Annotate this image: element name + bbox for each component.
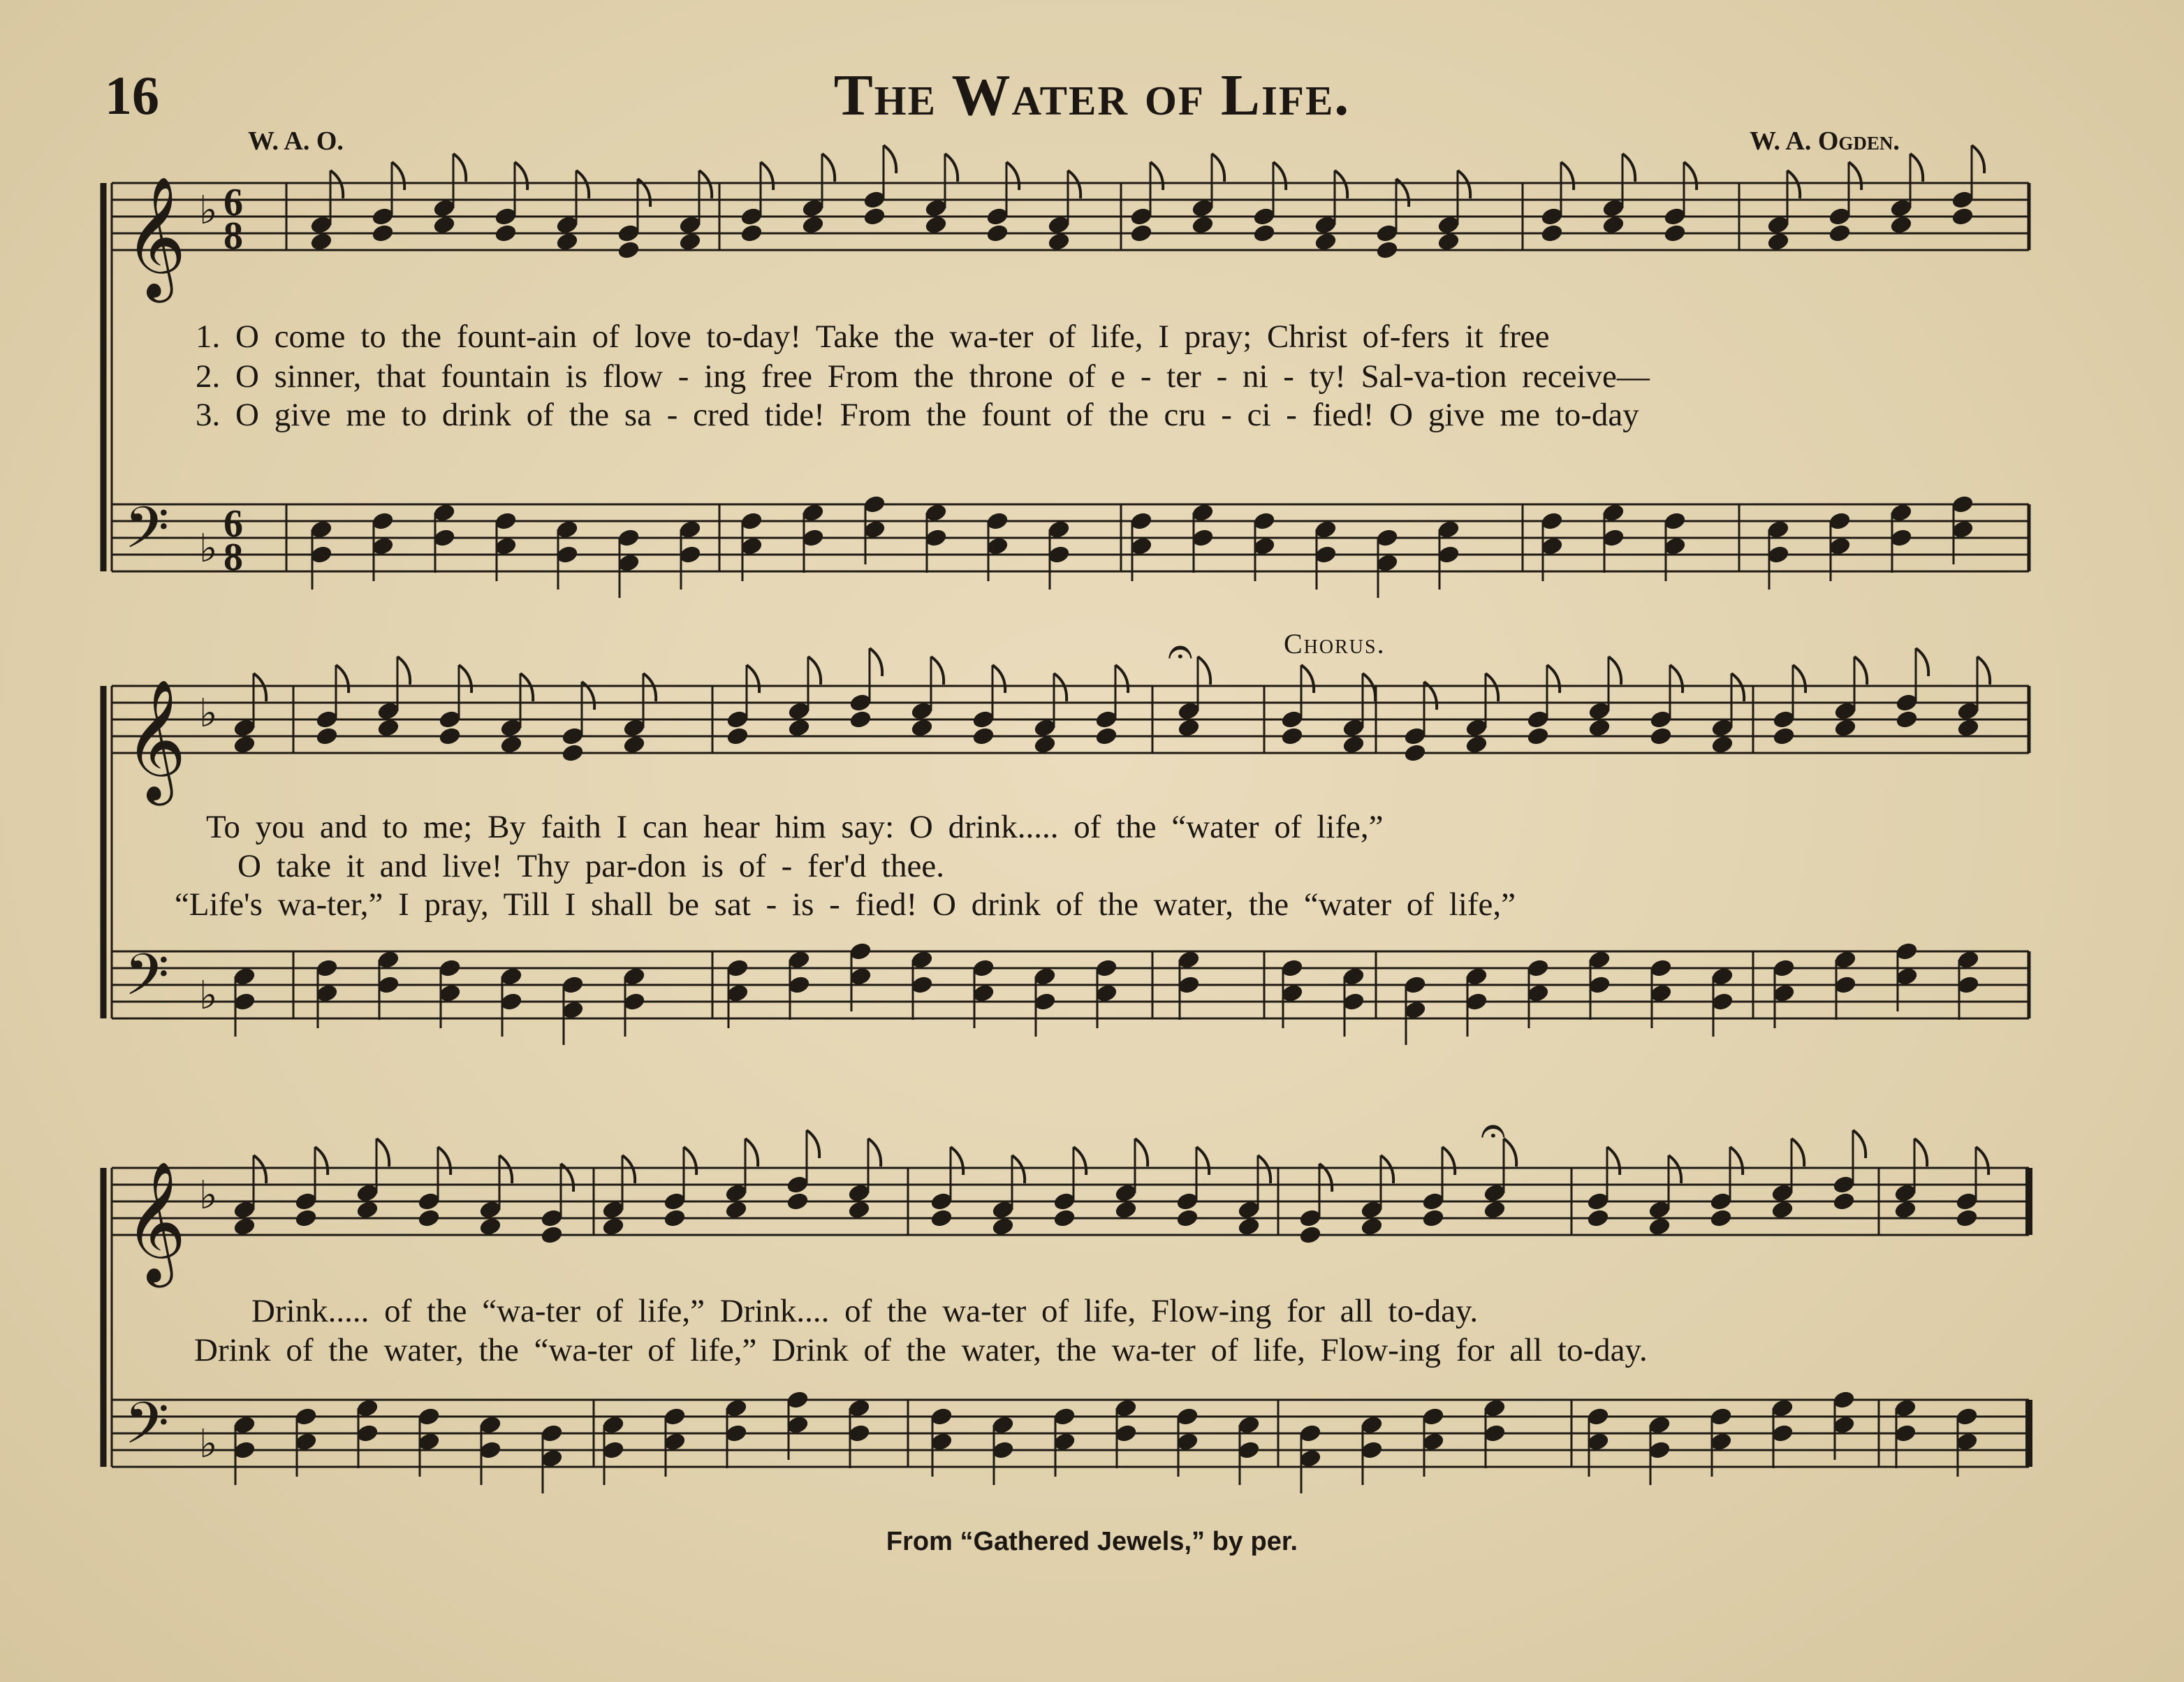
treble-note-head	[801, 215, 824, 235]
treble-note-head	[1955, 1208, 1978, 1228]
treble-note-head	[849, 710, 872, 729]
note-flag	[1135, 1139, 1148, 1167]
bass-clef-icon: 𝄢	[124, 941, 170, 1023]
treble-note-head	[233, 1217, 256, 1236]
treble-note-head	[678, 232, 701, 251]
note-flag	[1196, 1147, 1209, 1175]
treble-note-head	[622, 735, 645, 754]
treble-note-head	[924, 215, 947, 235]
note-flag	[1301, 665, 1314, 693]
note-flag	[870, 648, 882, 676]
note-flag	[1198, 657, 1210, 685]
treble-note-head	[1663, 224, 1686, 243]
note-flag	[1012, 1155, 1025, 1183]
treble-note-head	[499, 735, 522, 754]
treble-note-head	[1588, 718, 1611, 738]
note-flag	[1561, 162, 1574, 190]
treble-note-head	[356, 1200, 379, 1220]
note-flag	[515, 162, 527, 190]
treble-note-head	[930, 1208, 953, 1228]
treble-note-head	[1951, 207, 1974, 226]
treble-note-head	[1342, 735, 1365, 754]
fermata-icon: 𝄐	[1481, 1105, 1506, 1157]
note-flag	[254, 673, 266, 701]
treble-note-head	[233, 735, 256, 754]
note-flag	[807, 1130, 819, 1158]
note-flag	[1608, 657, 1621, 685]
treble-note-head	[1175, 1208, 1199, 1228]
treble-note-head	[786, 1192, 809, 1211]
note-flag	[520, 673, 533, 701]
treble-note-head	[309, 232, 332, 251]
note-flag	[397, 657, 410, 685]
note-flag	[884, 145, 896, 173]
key-signature-flat: ♭	[199, 1421, 218, 1467]
note-flag	[1849, 162, 1861, 190]
note-flag	[1458, 170, 1470, 198]
note-flag	[1914, 1139, 1927, 1167]
treble-clef-icon: 𝄞	[124, 1161, 186, 1282]
treble-note-head	[1375, 240, 1398, 260]
treble-note-head	[1298, 1225, 1321, 1245]
treble-note-head	[1129, 224, 1152, 243]
note-flag	[868, 1139, 881, 1167]
note-flag	[1669, 1155, 1681, 1183]
treble-note-head	[1483, 1200, 1506, 1220]
treble-note-head	[478, 1217, 501, 1236]
note-flag	[931, 657, 944, 685]
key-signature-flat: ♭	[199, 691, 218, 736]
treble-note-head	[985, 224, 1009, 243]
note-flag	[336, 665, 349, 693]
treble-note-head	[1280, 726, 1303, 746]
treble-note-head	[1889, 215, 1912, 235]
treble-note-head	[1177, 718, 1200, 738]
treble-note-head	[432, 215, 455, 235]
note-flag	[1273, 162, 1286, 190]
treble-note-head	[1047, 232, 1070, 251]
verse-3-line-1: 3. O give me to drink of the sa - cred tide! From the fount of the cru - ci - fied! O give me to-day	[196, 397, 1639, 433]
note-flag	[1730, 1147, 1743, 1175]
note-flag	[1731, 673, 1744, 701]
source-footer: From “Gathered Jewels,” by per.	[886, 1527, 1298, 1556]
treble-note-head	[617, 240, 640, 260]
time-signature-top: 6	[223, 502, 243, 546]
treble-note-head	[1828, 224, 1851, 243]
treble-note-head	[601, 1217, 624, 1236]
treble-note-head	[1191, 215, 1214, 235]
treble-note-head	[1540, 224, 1563, 243]
note-flag	[1258, 1155, 1270, 1183]
treble-note-head	[1895, 710, 1918, 729]
note-flag	[1006, 162, 1019, 190]
treble-note-head	[1893, 1200, 1917, 1220]
key-signature-flat: ♭	[199, 1173, 218, 1218]
note-flag	[330, 170, 343, 198]
treble-note-head	[787, 718, 810, 738]
note-flag	[453, 154, 466, 182]
chorus-line-1: Drink..... of the “wa-ter of life,” Drink.... of the wa-ter of life, Flow-ing for all to-day.	[251, 1293, 1479, 1329]
note-flag	[1115, 665, 1128, 693]
composer-credit: W. A. Ogden.	[1750, 126, 1900, 156]
note-flag	[951, 1147, 963, 1175]
treble-note-head	[1403, 743, 1426, 763]
note-flag	[1684, 162, 1696, 190]
note-flag	[1073, 1147, 1086, 1175]
treble-note-head	[847, 1200, 870, 1220]
treble-note-head	[494, 224, 517, 243]
treble-clef-icon: 𝄞	[124, 679, 186, 800]
treble-note-head	[1437, 232, 1460, 251]
treble-note-head	[1771, 1200, 1794, 1220]
chorus-label: Chorus.	[1284, 628, 1386, 659]
note-flag	[392, 162, 404, 190]
treble-clef-icon: 𝄞	[124, 176, 186, 298]
verse-2-line-2: O take it and live! Thy par-don is of - fer'd thee.	[237, 848, 944, 884]
treble-note-head	[972, 726, 995, 746]
bass-clef-icon: 𝄢	[124, 494, 170, 576]
note-flag	[459, 665, 471, 693]
note-flag	[822, 154, 835, 182]
treble-note-head	[1709, 1208, 1732, 1228]
note-flag	[643, 673, 656, 701]
treble-note-head	[1602, 215, 1625, 235]
note-flag	[1916, 648, 1928, 676]
note-flag	[1054, 673, 1067, 701]
treble-note-head	[1421, 1208, 1444, 1228]
lyricist-credit: W. A. O.	[248, 126, 344, 156]
treble-note-head	[1956, 718, 1979, 738]
note-flag	[745, 1139, 758, 1167]
note-flag	[315, 1147, 328, 1175]
treble-note-head	[1314, 232, 1337, 251]
treble-note-head	[1033, 735, 1056, 754]
note-flag	[747, 665, 759, 693]
treble-note-head	[540, 1225, 563, 1245]
key-signature-flat: ♭	[199, 973, 218, 1018]
treble-note-head	[555, 232, 578, 251]
fermata-icon: 𝄐	[1168, 626, 1193, 678]
treble-note-head	[438, 726, 461, 746]
treble-note-head	[1833, 718, 1856, 738]
note-flag	[945, 154, 958, 182]
treble-note-head	[1832, 1192, 1855, 1211]
note-flag	[576, 170, 589, 198]
note-flag	[438, 1147, 450, 1175]
note-flag	[1335, 170, 1347, 198]
treble-note-head	[417, 1208, 440, 1228]
note-flag	[376, 1139, 389, 1167]
page-title: The Water of Life.	[833, 63, 1351, 128]
note-flag	[699, 170, 712, 198]
note-flag	[499, 1155, 512, 1183]
key-signature-flat: ♭	[199, 188, 218, 233]
note-flag	[1853, 1130, 1866, 1158]
treble-note-head	[1649, 726, 1672, 746]
treble-note-head	[863, 207, 886, 226]
note-flag	[1547, 665, 1560, 693]
treble-note-head	[376, 718, 400, 738]
note-flag	[1504, 1139, 1516, 1167]
verse-1-line-2: To you and to me; By faith I can hear him say: O drink..... of the “water of life,”	[206, 809, 1384, 845]
note-flag	[1381, 1155, 1393, 1183]
treble-note-head	[724, 1200, 747, 1220]
treble-note-head	[663, 1208, 686, 1228]
time-signature-bottom: 8	[223, 214, 243, 258]
note-flag	[1486, 673, 1498, 701]
note-flag	[1972, 145, 1984, 173]
note-flag	[254, 1155, 266, 1183]
time-signature-top: 6	[223, 181, 243, 224]
verse-2-line-1: 2. O sinner, that fountain is flow - ing free From the throne of e - ter - ni - ty! Sal-va-tion receive—	[196, 358, 1650, 395]
treble-note-head	[1766, 232, 1789, 251]
treble-note-head	[1648, 1217, 1671, 1236]
note-flag	[1068, 170, 1080, 198]
treble-note-head	[726, 726, 749, 746]
note-flag	[1212, 154, 1224, 182]
note-flag	[1854, 657, 1867, 685]
treble-note-head	[1526, 726, 1549, 746]
note-flag	[1910, 154, 1923, 182]
treble-note-head	[1360, 1217, 1383, 1236]
page-number: 16	[105, 65, 159, 126]
treble-note-head	[1710, 735, 1734, 754]
chorus-line-2: Drink of the water, the “wa-ter of life,” Drink of the water, the wa-ter of life, Flow-ing for all to-day.	[194, 1332, 1648, 1368]
note-flag	[1442, 1147, 1455, 1175]
treble-note-head	[1053, 1208, 1076, 1228]
treble-note-head	[1252, 224, 1275, 243]
note-flag	[992, 665, 1005, 693]
note-flag	[1150, 162, 1163, 190]
note-flag	[1977, 657, 1990, 685]
treble-note-head	[315, 726, 338, 746]
treble-note-head	[294, 1208, 317, 1228]
treble-note-head	[1237, 1217, 1260, 1236]
note-flag	[1363, 673, 1375, 701]
treble-note-head	[371, 224, 394, 243]
note-flag	[761, 162, 773, 190]
treble-note-head	[1094, 726, 1117, 746]
note-flag	[1622, 154, 1635, 182]
treble-note-head	[561, 743, 584, 763]
note-flag	[808, 657, 821, 685]
note-flag	[1976, 1147, 1988, 1175]
note-flag	[1607, 1147, 1620, 1175]
note-flag	[684, 1147, 696, 1175]
verse-1-line-1: 1. O come to the fount-ain of love to-day! Take the wa-ter of life, I pray; Christ of-fers it free	[196, 319, 1550, 355]
treble-note-head	[991, 1217, 1014, 1236]
note-flag	[1791, 1139, 1804, 1167]
treble-note-head	[740, 224, 763, 243]
treble-note-head	[1465, 735, 1488, 754]
treble-note-head	[910, 718, 933, 738]
bass-clef-icon: 𝄢	[124, 1389, 170, 1471]
note-flag	[622, 1155, 635, 1183]
time-signature-bottom: 8	[223, 536, 243, 579]
note-flag	[1787, 170, 1800, 198]
key-signature-flat: ♭	[199, 526, 218, 571]
treble-note-head	[1114, 1200, 1137, 1220]
note-flag	[1670, 665, 1683, 693]
note-flag	[1793, 665, 1805, 693]
treble-note-head	[1772, 726, 1795, 746]
verse-3-line-2: “Life's wa-ter,” I pray, Till I shall be sat - is - fied! O drink of the water, the “water of life,”	[175, 886, 1516, 923]
treble-note-head	[1586, 1208, 1609, 1228]
